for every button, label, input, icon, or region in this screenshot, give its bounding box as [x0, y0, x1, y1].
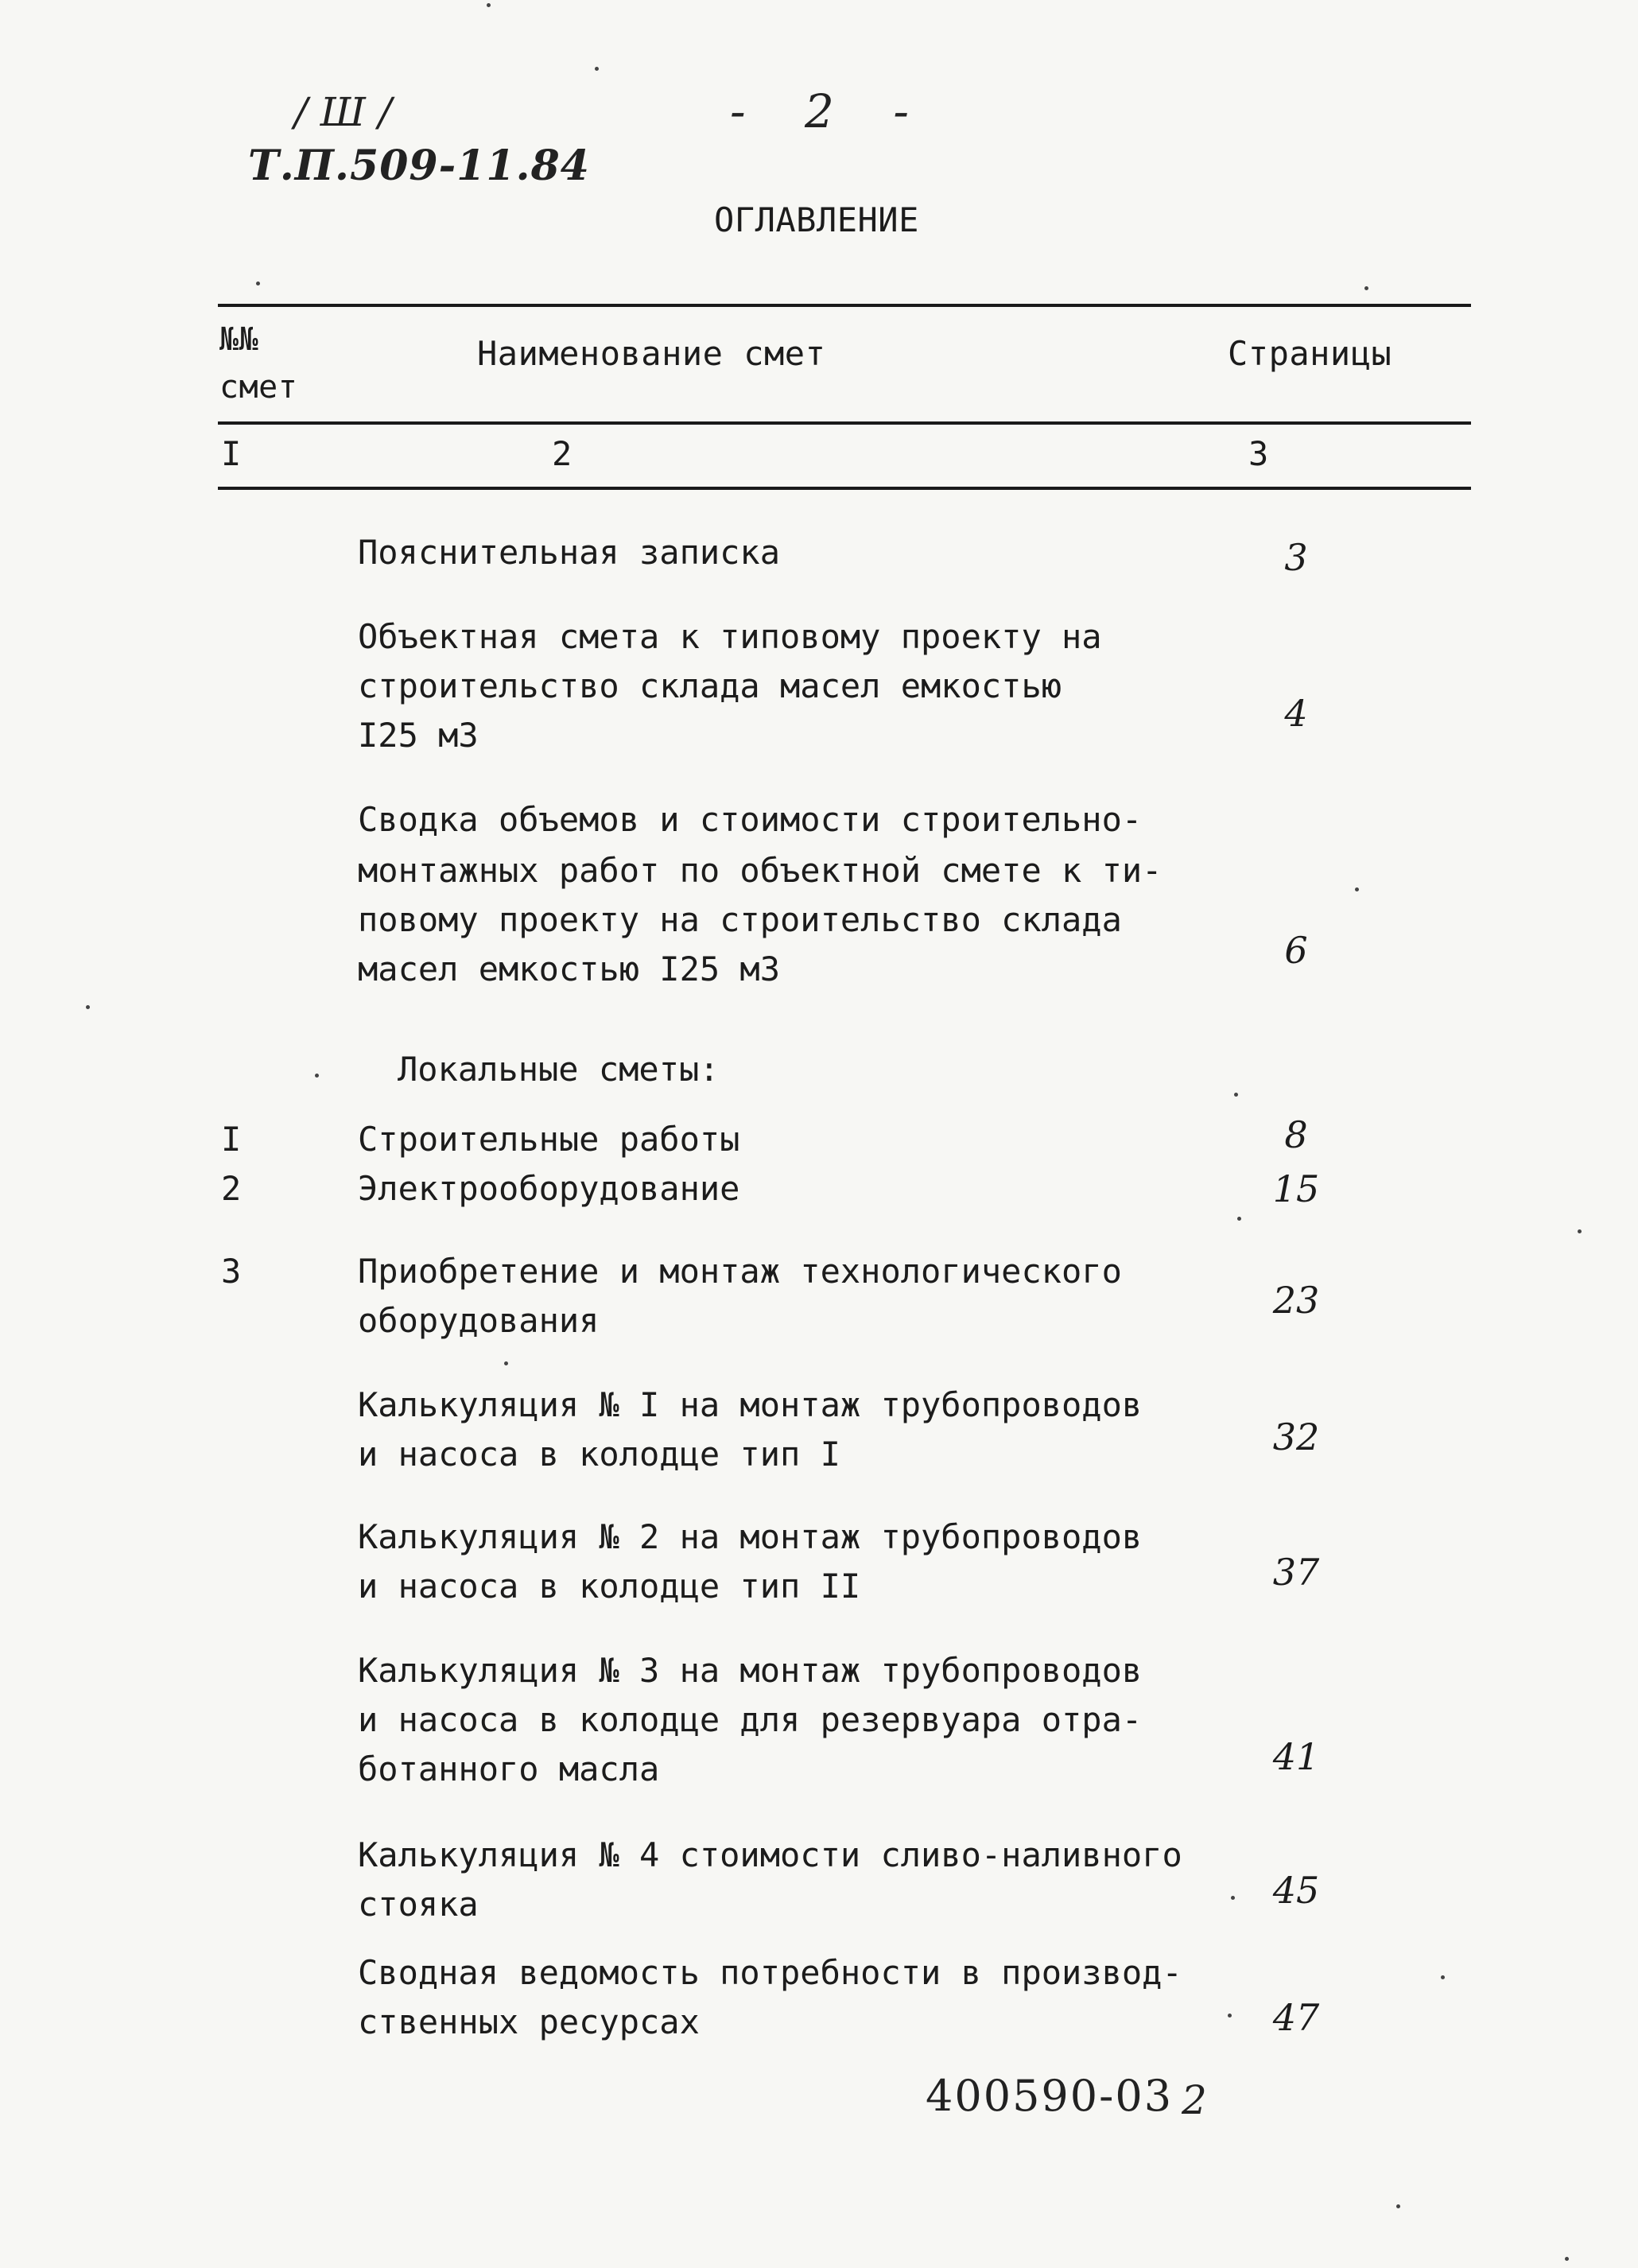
toc-entry-electrical: Электрооборудование [358, 1169, 740, 1208]
toc-entry-page: 41 [1272, 1735, 1320, 1778]
toc-entry-page: 3 [1284, 536, 1308, 579]
toc-entry-page: 45 [1272, 1869, 1320, 1912]
document-code: 400590-03 [926, 2071, 1174, 2121]
toc-entry-calculation-3-line2: и насоса в колодце для резервуара отра- [358, 1700, 1143, 1739]
toc-entry-calculation-4-line2: стояка [358, 1885, 479, 1924]
scan-speck [1364, 286, 1368, 290]
column-header-number-line2: смет [219, 369, 298, 406]
column-index-1: I [221, 434, 242, 473]
toc-entry-object-estimate: Объектная смета к типовому проекту на [358, 617, 1102, 656]
scan-speck [1578, 1229, 1582, 1233]
scan-speck [1396, 2204, 1400, 2208]
toc-entry-page: 23 [1272, 1279, 1320, 1322]
toc-entry-summary-line3: повому проекту на строительство склада [358, 900, 1122, 939]
scan-speck [1234, 1093, 1238, 1097]
header-top-rule [218, 304, 1471, 307]
toc-entry-calculation-2-line2: и насоса в колодце тип II [358, 1567, 861, 1606]
toc-entry-calculation-1-line2: и насоса в колодце тип I [358, 1435, 840, 1474]
toc-entry-page: 8 [1284, 1113, 1308, 1156]
scan-speck [1565, 2257, 1569, 2261]
toc-entry-calculation-1: Калькуляция № I на монтаж трубопроводов [358, 1385, 1143, 1424]
page-number: - 2 - [730, 84, 931, 138]
scan-speck [1441, 1975, 1445, 1979]
scan-speck [487, 3, 491, 7]
toc-entry-calculation-3: Калькуляция № 3 на монтаж трубопроводов [358, 1651, 1143, 1690]
column-header-number: №№ [219, 321, 259, 358]
series-mark: / Ш / [294, 89, 392, 135]
toc-entry-page: 37 [1272, 1551, 1320, 1594]
header-bottom-rule [218, 487, 1471, 490]
toc-section-local-estimates: Локальные сметы: [398, 1050, 720, 1089]
project-code: Т.П.509-11.84 [248, 142, 590, 190]
toc-entry-resources-line2: ственных ресурсах [358, 2002, 700, 2041]
toc-entry-construction: Строительные работы [358, 1120, 740, 1159]
toc-entry-page: 6 [1284, 929, 1308, 972]
toc-entry-page: 15 [1272, 1167, 1320, 1210]
scan-speck [1237, 1217, 1241, 1221]
scan-speck [1228, 2014, 1232, 2018]
toc-entry-equipment-line2: оборудования [358, 1301, 600, 1340]
toc-entry-summary-line4: масел емкостью I25 м3 [358, 950, 781, 988]
toc-entry-number: 3 [221, 1252, 242, 1291]
toc-entry-equipment: Приобретение и монтаж технологического [358, 1252, 1122, 1291]
toc-entry-calculation-2: Калькуляция № 2 на монтаж трубопроводов [358, 1517, 1143, 1556]
toc-title: ОГЛАВЛЕНИЕ [714, 200, 919, 239]
scan-speck [256, 282, 260, 285]
scan-speck [1355, 887, 1359, 891]
toc-entry-number: 2 [221, 1169, 242, 1208]
scan-speck [595, 67, 599, 71]
scan-speck [504, 1361, 508, 1365]
scan-speck [315, 1074, 319, 1078]
toc-entry-page: 4 [1284, 692, 1308, 735]
column-header-name: Наименование смет [477, 334, 826, 373]
toc-entry-explanatory-note: Пояснительная записка [358, 533, 781, 572]
column-index-3: 3 [1248, 434, 1269, 473]
toc-entry-resources: Сводная ведомость потребности в производ- [358, 1953, 1182, 1992]
scan-speck [1231, 1896, 1235, 1900]
sheet-number: 2 [1182, 2077, 1207, 2123]
toc-entry-calculation-3-line3: ботанного масла [358, 1750, 660, 1788]
toc-entry-summary-line2: монтажных работ по объектной смете к ти- [358, 851, 1163, 890]
column-index-2: 2 [552, 434, 573, 473]
column-header-pages: Страницы [1228, 334, 1392, 373]
toc-entry-page: 47 [1272, 1996, 1320, 2039]
toc-entry-calculation-4: Калькуляция № 4 стоимости сливо-наливного [358, 1835, 1182, 1874]
scan-speck [86, 1005, 90, 1009]
header-middle-rule [218, 421, 1471, 425]
toc-entry-object-estimate-line2: строительство склада масел емкостью [358, 666, 1062, 705]
toc-entry-page: 32 [1272, 1416, 1320, 1458]
toc-entry-summary: Сводка объемов и стоимости строительно- [358, 800, 1143, 839]
toc-entry-number: I [221, 1120, 242, 1159]
toc-entry-object-estimate-line3: I25 м3 [358, 716, 479, 755]
